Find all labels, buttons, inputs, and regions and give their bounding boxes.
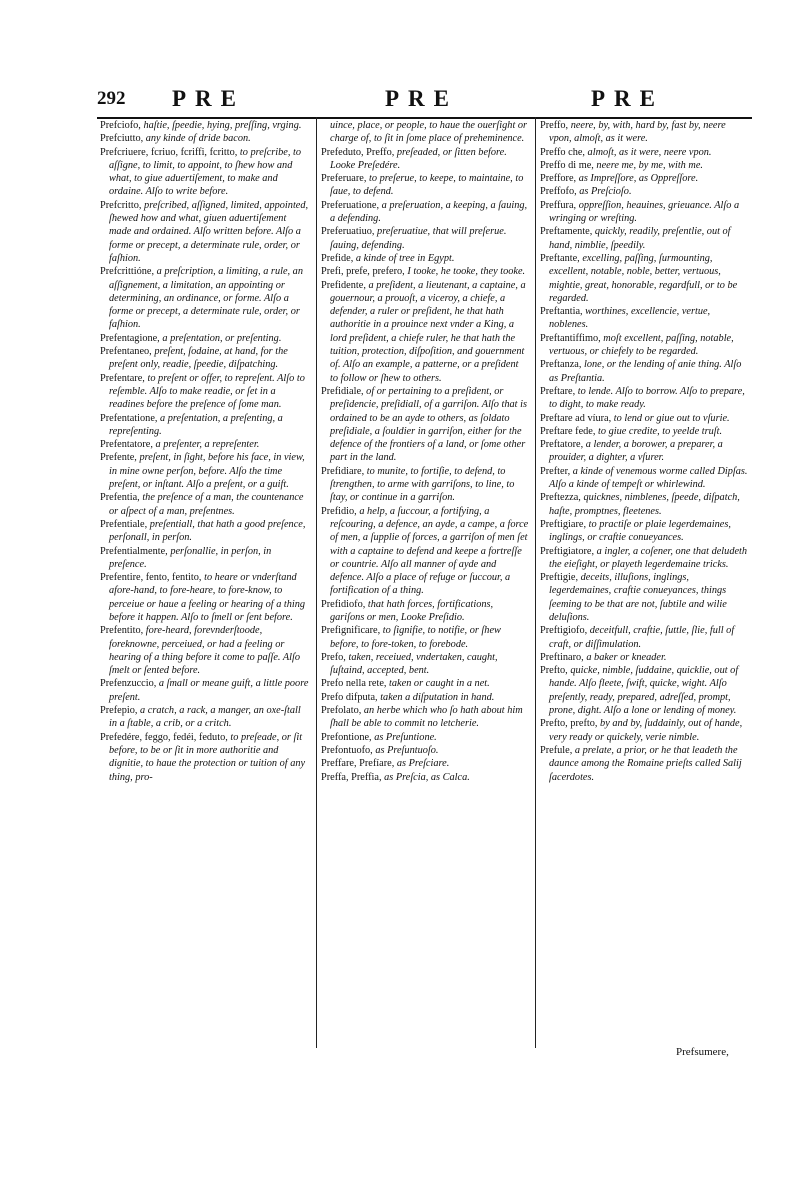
dictionary-entry bbox=[321, 199, 529, 226]
dictionary-entry bbox=[321, 119, 529, 146]
definition: oppreſſion, heauines, grieuance. Alſo a wringing or wreſting. bbox=[549, 199, 740, 225]
definition: preſeruatiue, that will preſerue. ſauing, defending. bbox=[330, 226, 507, 251]
definition: quickly, readily, preſentlie, out of hand, nimblie, ſpeedily. bbox=[549, 226, 731, 251]
definition: a preſenter, a repreſenter. bbox=[152, 439, 260, 451]
definition: of or pertaining to a preſident, or preſidencie, preſidiall, of a garriſon. Alſo that is ordained to be an ayde to others, as ſoldato preſidiale, a ſouldier in garriſon, either for the defence of the frontiers of a land, or ſome other part in the land. bbox=[330, 385, 527, 464]
headword: Prefentire, fento, fentito, bbox=[100, 572, 202, 584]
headword: Prefontuofo, bbox=[321, 744, 373, 756]
definition: neere me, by me, with me. bbox=[593, 159, 703, 171]
definition: taken, receiued, vndertaken, caught, ſuſtaind, accepted, bent. bbox=[330, 651, 498, 677]
definition: to lend or giue out to vſurie. bbox=[611, 412, 730, 424]
dictionary-entry bbox=[321, 505, 529, 598]
headword: Prefentaneo, bbox=[100, 346, 152, 358]
definition: preſentiall, that hath a good preſence, perſonall, in perſon. bbox=[109, 518, 306, 544]
dictionary-entry bbox=[100, 731, 311, 784]
definition: that hath forces, fortifications, gariſons or men, Looke Preſidio. bbox=[330, 598, 494, 623]
headword: Preftinaro, bbox=[540, 651, 584, 663]
dictionary-entry bbox=[100, 438, 311, 451]
headword: Preftare, bbox=[540, 385, 576, 397]
headword: Preferuare, bbox=[321, 173, 367, 185]
definition: the preſence of a man, the countenance or aſpect of a man, preſentnes. bbox=[109, 492, 304, 517]
headword: Prefidiofo, bbox=[321, 598, 366, 610]
definition: by and by, ſuddainly, out of hande, very ready or quickely, verie nimble. bbox=[549, 718, 743, 743]
headword: Prefter, bbox=[540, 465, 571, 477]
headword: Prefentare, bbox=[100, 372, 145, 384]
column-right bbox=[540, 119, 750, 784]
dictionary-entry bbox=[321, 172, 529, 199]
headword: Prefeduto, Preffo, bbox=[321, 146, 395, 158]
dictionary-entry bbox=[100, 345, 311, 372]
dictionary-entry bbox=[540, 199, 750, 226]
definition: lone, or the lending of anie thing. Alſo as Preſtantia. bbox=[549, 359, 742, 384]
definition: a preſeruation, a keeping, a ſauing, a defending. bbox=[330, 199, 528, 225]
headword: Preftante, bbox=[540, 252, 580, 264]
definition: excelling, paſſing, ſurmounting, excellent, notable, noble, better, vertuous, mightie, great, honorable, regardfull, or to be regarded. bbox=[549, 252, 738, 304]
headword: Prefciofo, bbox=[100, 120, 141, 131]
dictionary-entry bbox=[100, 704, 311, 731]
definition: a kinde of tree in Egypt. bbox=[353, 252, 455, 264]
headword: Preffare, Prefíare, bbox=[321, 758, 395, 770]
column-middle bbox=[321, 119, 529, 784]
dictionary-entry bbox=[100, 545, 311, 572]
headword: Prefentia, bbox=[100, 492, 140, 504]
headword: Prefi, prefe, prefero, bbox=[321, 266, 405, 278]
dictionary-entry bbox=[540, 185, 750, 198]
dictionary-entry bbox=[540, 717, 750, 744]
headword: Preffo, bbox=[540, 120, 569, 131]
headword: Prefciutto, bbox=[100, 133, 144, 145]
definition: a preſentation, a preſenting, a repreſenting. bbox=[109, 412, 283, 437]
dictionary-entry bbox=[321, 465, 529, 505]
headword: Prefide, bbox=[321, 252, 354, 264]
headword: Prefente, bbox=[100, 452, 137, 464]
dictionary-entry bbox=[540, 252, 750, 305]
definition: as Preſcioſo. bbox=[576, 186, 632, 198]
definition: a kinde of venemous worme called Dipſas. Alſo a kinde of tempeſt or whirlewind. bbox=[549, 465, 748, 491]
dictionary-entry bbox=[100, 332, 311, 345]
column-left bbox=[100, 119, 311, 784]
dictionary-entry bbox=[100, 451, 311, 491]
dictionary-entry bbox=[321, 146, 529, 173]
headword: Prefo, bbox=[321, 651, 346, 663]
headword: Prefepio, bbox=[100, 705, 138, 717]
headword: Prefontione, bbox=[321, 731, 372, 743]
dictionary-entry bbox=[321, 225, 529, 252]
dictionary-entry bbox=[321, 677, 529, 690]
headword: Prefto, prefto, bbox=[540, 718, 598, 730]
definition: to ſignifie, to notifie, or ſhew before, to fore-token, to forebode. bbox=[330, 625, 501, 650]
definition: to preſerue, to keepe, to maintaine, to ſaue, to defend. bbox=[330, 173, 524, 198]
headword: Preftantiffimo, bbox=[540, 332, 601, 344]
dictionary-entry bbox=[321, 598, 529, 625]
headword: Prefentatore, bbox=[100, 439, 153, 451]
definition: as Impreſſore, as Oppreſſore. bbox=[576, 173, 699, 185]
definition: worthines, excellencie, vertue, noblenes. bbox=[549, 306, 711, 331]
dictionary-entry bbox=[100, 677, 311, 704]
definition: a preſcription, a limiting, a rule, an aſſignement, a limitation, an appointing or determining, an ordinance, or forme. Alſo a forme or precept, a determinate rule, order, or faſhion. bbox=[109, 266, 303, 331]
dictionary-entry bbox=[540, 332, 750, 359]
dictionary-entry bbox=[540, 624, 750, 651]
running-header-center: PRE bbox=[385, 86, 458, 111]
definition: moſt excellent, paſſing, notable, vertuous, or chiefely to be regarded. bbox=[549, 332, 734, 358]
dictionary-entry bbox=[540, 305, 750, 332]
definition: preſent, ſodaine, at hand, for the preſent only, readie, ſpeedie, diſpatching. bbox=[109, 346, 288, 371]
headword: Preffo che, bbox=[540, 146, 585, 158]
definition: to heare or vnderſtand afore-hand, to fore-heare, to fore-know, to perceiue or haue a feeling or hearing of a thing before it happen. Alſo to ſmell or ſent before. bbox=[109, 572, 306, 623]
dictionary-entry bbox=[540, 225, 750, 252]
definition: a ſmall or meane guift, a little poore preſent. bbox=[109, 678, 309, 703]
headword: Preftare fede, bbox=[540, 425, 596, 437]
headword: Prefo nella rete, bbox=[321, 678, 387, 690]
dictionary-entry bbox=[540, 385, 750, 412]
dictionary-entry bbox=[540, 119, 750, 146]
dictionary-entry bbox=[321, 691, 529, 704]
definition: to practiſe or plaie legerdemaines, inglings, or craftie conueyances. bbox=[549, 518, 731, 544]
definition: taken or caught in a net. bbox=[386, 678, 490, 690]
definition: uince, place, or people, to haue the ouerſight or charge of, to ſit in ſome place of preheminence. bbox=[330, 120, 528, 145]
dictionary-entry bbox=[100, 132, 311, 145]
headword: Prefcriuere, fcriuo, fcriffi, fcritto, bbox=[100, 146, 238, 158]
headword: Preftigiofo, bbox=[540, 625, 588, 637]
definition: neere, by, with, hard by, fast by, neere vpon, almoſt, as it were. bbox=[549, 120, 726, 145]
headword: Prefentialmente, bbox=[100, 545, 168, 557]
headword: Preftantia, bbox=[540, 306, 583, 318]
headword: Preftezza, bbox=[540, 492, 581, 504]
dictionary-entry bbox=[321, 279, 529, 385]
headword: Prefidiale, bbox=[321, 385, 364, 397]
definition: to giue credite, to yeelde truſt. bbox=[595, 425, 723, 437]
headword: Prefto, bbox=[540, 665, 568, 677]
dictionary-entry bbox=[540, 744, 750, 784]
headword: Prefo difputa, bbox=[321, 691, 378, 703]
catchword: Prefsumere, bbox=[676, 1046, 729, 1058]
headword: Preftigiatore, bbox=[540, 545, 595, 557]
definition: an herbe which who ſo hath about him ſhall be able to commit no letcherie. bbox=[330, 705, 523, 730]
definition: a cratch, a rack, a manger, an oxe-ſtall in a ſtable, a crib, or a critch. bbox=[109, 705, 301, 730]
headword: Preffofo, bbox=[540, 186, 577, 198]
dictionary-entry bbox=[321, 651, 529, 678]
running-header-left: PRE bbox=[172, 86, 245, 111]
dictionary-entry bbox=[540, 571, 750, 624]
dictionary-entry bbox=[540, 664, 750, 717]
column-rule-1 bbox=[316, 117, 317, 1048]
headword: Prefentiale, bbox=[100, 518, 148, 530]
headword: Preffo di me, bbox=[540, 159, 594, 171]
headword: Prefentito, bbox=[100, 625, 144, 637]
dictionary-entry bbox=[100, 119, 311, 132]
definition: quicknes, nimblenes, ſpeede, diſpatch, haſte, promptnes, fleetenes. bbox=[549, 492, 740, 517]
definition: to preſent or offer, to repreſent. Alſo to reſemble. Alſo to make readie, or ſet in a readines before the preſence of ſome man. bbox=[109, 372, 305, 411]
dictionary-entry bbox=[540, 425, 750, 438]
dictionary-entry bbox=[321, 624, 529, 651]
dictionary-entry bbox=[100, 265, 311, 331]
headword: Preffura, bbox=[540, 199, 577, 211]
headword: Prefolato, bbox=[321, 705, 362, 717]
headword: Prefidente, bbox=[321, 279, 366, 291]
definition: as Preſuntuoſo. bbox=[372, 744, 439, 756]
headword: Preftanza, bbox=[540, 359, 582, 371]
column-rule-2 bbox=[535, 117, 536, 1048]
definition: I tooke, he tooke, they tooke. bbox=[404, 266, 526, 278]
dictionary-entry bbox=[540, 438, 750, 465]
definition: a preſident, a lieutenant, a captaine, a gouernour, a prouoſt, a viceroy, a chiefe, a defender, a ruler or preſident, he that hath authoritie in a prouince next vnder a King, a lord preſident, a chiefe ruler, he that hath the tuition, protection, diſpoſition, and gouernment of. Alſo an example, a patterne, or a preſident to follow or ſhew to others. bbox=[330, 279, 526, 384]
page-number: 292 bbox=[97, 88, 126, 109]
headword: Preftamente, bbox=[540, 226, 593, 238]
definition: as Preſcia, as Calca. bbox=[381, 771, 470, 783]
dictionary-entry bbox=[540, 412, 750, 425]
definition: almoſt, as it were, neere vpon. bbox=[584, 146, 712, 158]
headword: Prefignificare, bbox=[321, 625, 381, 637]
definition: to lende. Alſo to borrow. Alſo to prepare, to dight, to make ready. bbox=[549, 385, 745, 411]
definition: a ingler, a coſener, one that deludeth the eieſight, or playeth legerdemaine tricks. bbox=[549, 545, 748, 570]
dictionary-entry bbox=[321, 265, 529, 278]
definition: as Preſuntione. bbox=[371, 731, 437, 743]
headword: Prefentagione, bbox=[100, 332, 160, 344]
dictionary-entry bbox=[321, 731, 529, 744]
definition: as Preſciare. bbox=[394, 758, 450, 770]
headword: Prefidio, bbox=[321, 505, 357, 517]
definition: a help, a ſuccour, a fortifying, a reſcouring, a defence, an ayde, a campe, a force of men, a ſupplie of forces, a garriſon of men ſet with a captaine to defend and keepe a fortreſſe or countrie. Alſo all manner of ayde and defence. Alſo a place of refuge or ſuccour, a fortification of a thing. bbox=[330, 505, 529, 597]
dictionary-entry bbox=[540, 518, 750, 545]
definition: preſeaded, or ſitten before. Looke Preſedére. bbox=[330, 146, 507, 171]
dictionary-entry bbox=[321, 744, 529, 757]
definition: deceits, illuſions, inglings, legerdemaines, craftie conueyances, things ſeeming to be that are not, ſubtile and wilie deluſions. bbox=[549, 572, 727, 623]
dictionary-entry bbox=[540, 545, 750, 572]
dictionary-entry bbox=[540, 172, 750, 185]
definition: deceitfull, craftie, ſuttle, ſlie, full of craft, or diſſimulation. bbox=[549, 625, 735, 650]
dictionary-entry bbox=[321, 385, 529, 465]
dictionary-entry bbox=[540, 465, 750, 492]
dictionary-entry bbox=[321, 704, 529, 731]
headword: Preftigie, bbox=[540, 572, 579, 584]
dictionary-entry bbox=[100, 491, 311, 518]
definition: fore-heard, forevnderſtoode, foreknowne, perceiued, or had a feeling or hearing of a thing before it come to paſſe. Alſo ſmelt or ſented before. bbox=[109, 625, 301, 677]
definition: to munite, to fortiſie, to defend, to ſtrengthen, to arme with garriſons, to line, to ſtay, or continue in a garriſon. bbox=[330, 465, 515, 504]
headword: Prefidiare, bbox=[321, 465, 365, 477]
dictionary-entry bbox=[540, 651, 750, 664]
definition: taken a diſputation in hand. bbox=[377, 691, 495, 703]
headword: Preferuatione, bbox=[321, 199, 380, 211]
definition: to preſeade, or ſit before, to be or ſit in more authoritie and dignitie, to haue the protection or tuition of any thing, pro- bbox=[109, 731, 306, 783]
dictionary-entry bbox=[100, 412, 311, 439]
definition: a lender, a borower, a preparer, a prouider, a dighter, a vſurer. bbox=[549, 439, 723, 464]
headword: Prefentatione, bbox=[100, 412, 158, 424]
dictionary-entry bbox=[100, 624, 311, 677]
definition: perſonallie, in perſon, in preſence. bbox=[109, 545, 272, 570]
dictionary-entry bbox=[321, 771, 529, 784]
headword: Preftare ad víura, bbox=[540, 412, 612, 424]
running-header-right: PRE bbox=[591, 86, 664, 111]
definition: a prelate, a prior, or he that leadeth the daunce among the Romaine prieſts called Salij ſacerdotes. bbox=[549, 744, 742, 783]
definition: preſent, in ſight, before his face, in view, in mine owne perſon, before. Alſo the time preſent, or inſtant. Alſo a preſent, or a guift. bbox=[109, 452, 305, 491]
definition: any kinde of dride bacon. bbox=[143, 133, 251, 145]
definition: to preſcribe, to aſſigne, to limit, to appoint, to ſhew how and what, to giue aduertiſement, to make and ordaine. Alſo to write before. bbox=[109, 146, 302, 198]
dictionary-entry bbox=[540, 159, 750, 172]
dictionary-entry bbox=[100, 199, 311, 265]
headword: Prefedére, feggo, fedéi, feduto, bbox=[100, 731, 228, 743]
dictionary-entry bbox=[100, 372, 311, 412]
definition: a preſentation, or preſenting. bbox=[159, 332, 282, 344]
headword: Preferuatiuo, bbox=[321, 226, 375, 238]
headword: Preffore, bbox=[540, 173, 577, 185]
dictionary-entry bbox=[321, 252, 529, 265]
definition: a baker or kneader. bbox=[583, 651, 667, 663]
dictionary-entry bbox=[100, 146, 311, 199]
headword: Prefule, bbox=[540, 744, 573, 756]
dictionary-entry bbox=[100, 518, 311, 545]
headword: Preftigiare, bbox=[540, 518, 587, 530]
headword: Preftatore, bbox=[540, 439, 584, 451]
headword: Prefenzuccio, bbox=[100, 678, 157, 690]
dictionary-entry bbox=[100, 571, 311, 624]
headword: Prefcrittióne, bbox=[100, 266, 155, 278]
dictionary-entry bbox=[321, 757, 529, 770]
headword: Preffa, Preffia, bbox=[321, 771, 382, 783]
definition: haſtie, ſpeedie, hying, preſſing, vrging. bbox=[140, 120, 302, 131]
definition: quicke, nimble, ſuddaine, quicklie, out of hande. Alſo fleete, ſwift, quicke, wight. Alſo preſently, ready, prepared, adreſſed, prompt, prone, dight. Alſo a lone or lending of money. bbox=[549, 665, 739, 717]
dictionary-entry bbox=[540, 146, 750, 159]
dictionary-entry bbox=[540, 358, 750, 385]
definition: preſcribed, aſſigned, limited, appointed, ſhewed how and what, giuen aduertiſement made and ordained. Alſo written before. Alſo a forme or precept, a determinate rule, order, or faſhion. bbox=[109, 199, 309, 264]
headword: Prefcritto, bbox=[100, 199, 142, 211]
dictionary-entry bbox=[540, 491, 750, 518]
